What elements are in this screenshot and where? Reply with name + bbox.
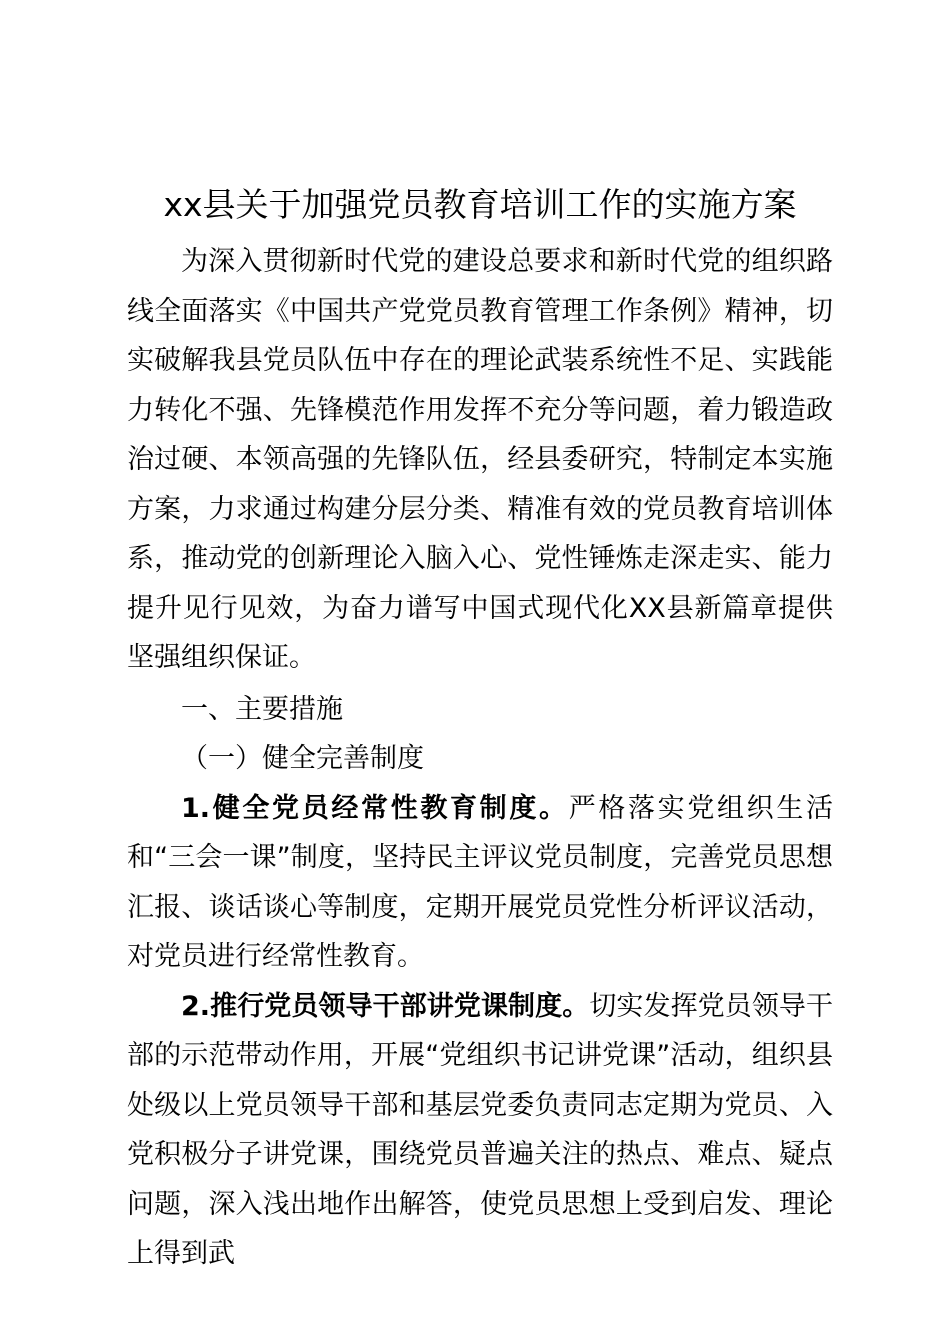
section-heading-measures: 一、主要措施 [181,693,343,725]
item-2-lead: 2.推行党员领导干部讲党课制度。 [181,990,590,1022]
item-paragraph-2 [127,982,833,1279]
item-2-body: 切实发挥党员领导干部的示范带动作用，开展“党组织书记讲党课”活动，组织县处级以上党员领导干部和基层党委负责同志定期为党员、入党积极分子讲党课，围绕党员普遍关注的热点、难点、疑点问题，深入浅出地作出解答，使党员思想上受到启发、理论上得到武 [127,990,834,1269]
item-1-body: 严格落实党组织生活和“三会一课”制度，坚持民主评议党员制度，完善党员思想汇报、谈话谈心等制度，定期开展党员党性分析评议活动，对党员进行经常性教育。 [127,792,834,972]
intro-paragraph: 为深入贯彻新时代党的建设总要求和新时代党的组织路线全面落实《中国共产党党员教育管理工作条例》精神，切实破解我县党员队伍中存在的理论武装系统性不足、实践能力转化不强、先锋模范作用发挥不充分等问题，着力锻造政治过硬、本领高强的先锋队伍，经县委研究，特制定本实施方案，力求通过构建分层分类、精准有效的党员教育培训体系，推动党的创新理论入脑入心、党性锤炼走深走实、能力提升见行见效，为奋力谱写中国式现代化XX县新篇章提供坚强组织保证。 [127,246,833,673]
subsection-heading-system: （一）健全完善制度 [181,743,424,774]
document-title: xx县关于加强党员教育培训工作的实施方案 [163,185,797,224]
item-paragraph-1 [127,784,833,982]
document-body [127,183,833,1279]
item-1-lead: 1.健全党员经常性教育制度。 [181,792,569,824]
